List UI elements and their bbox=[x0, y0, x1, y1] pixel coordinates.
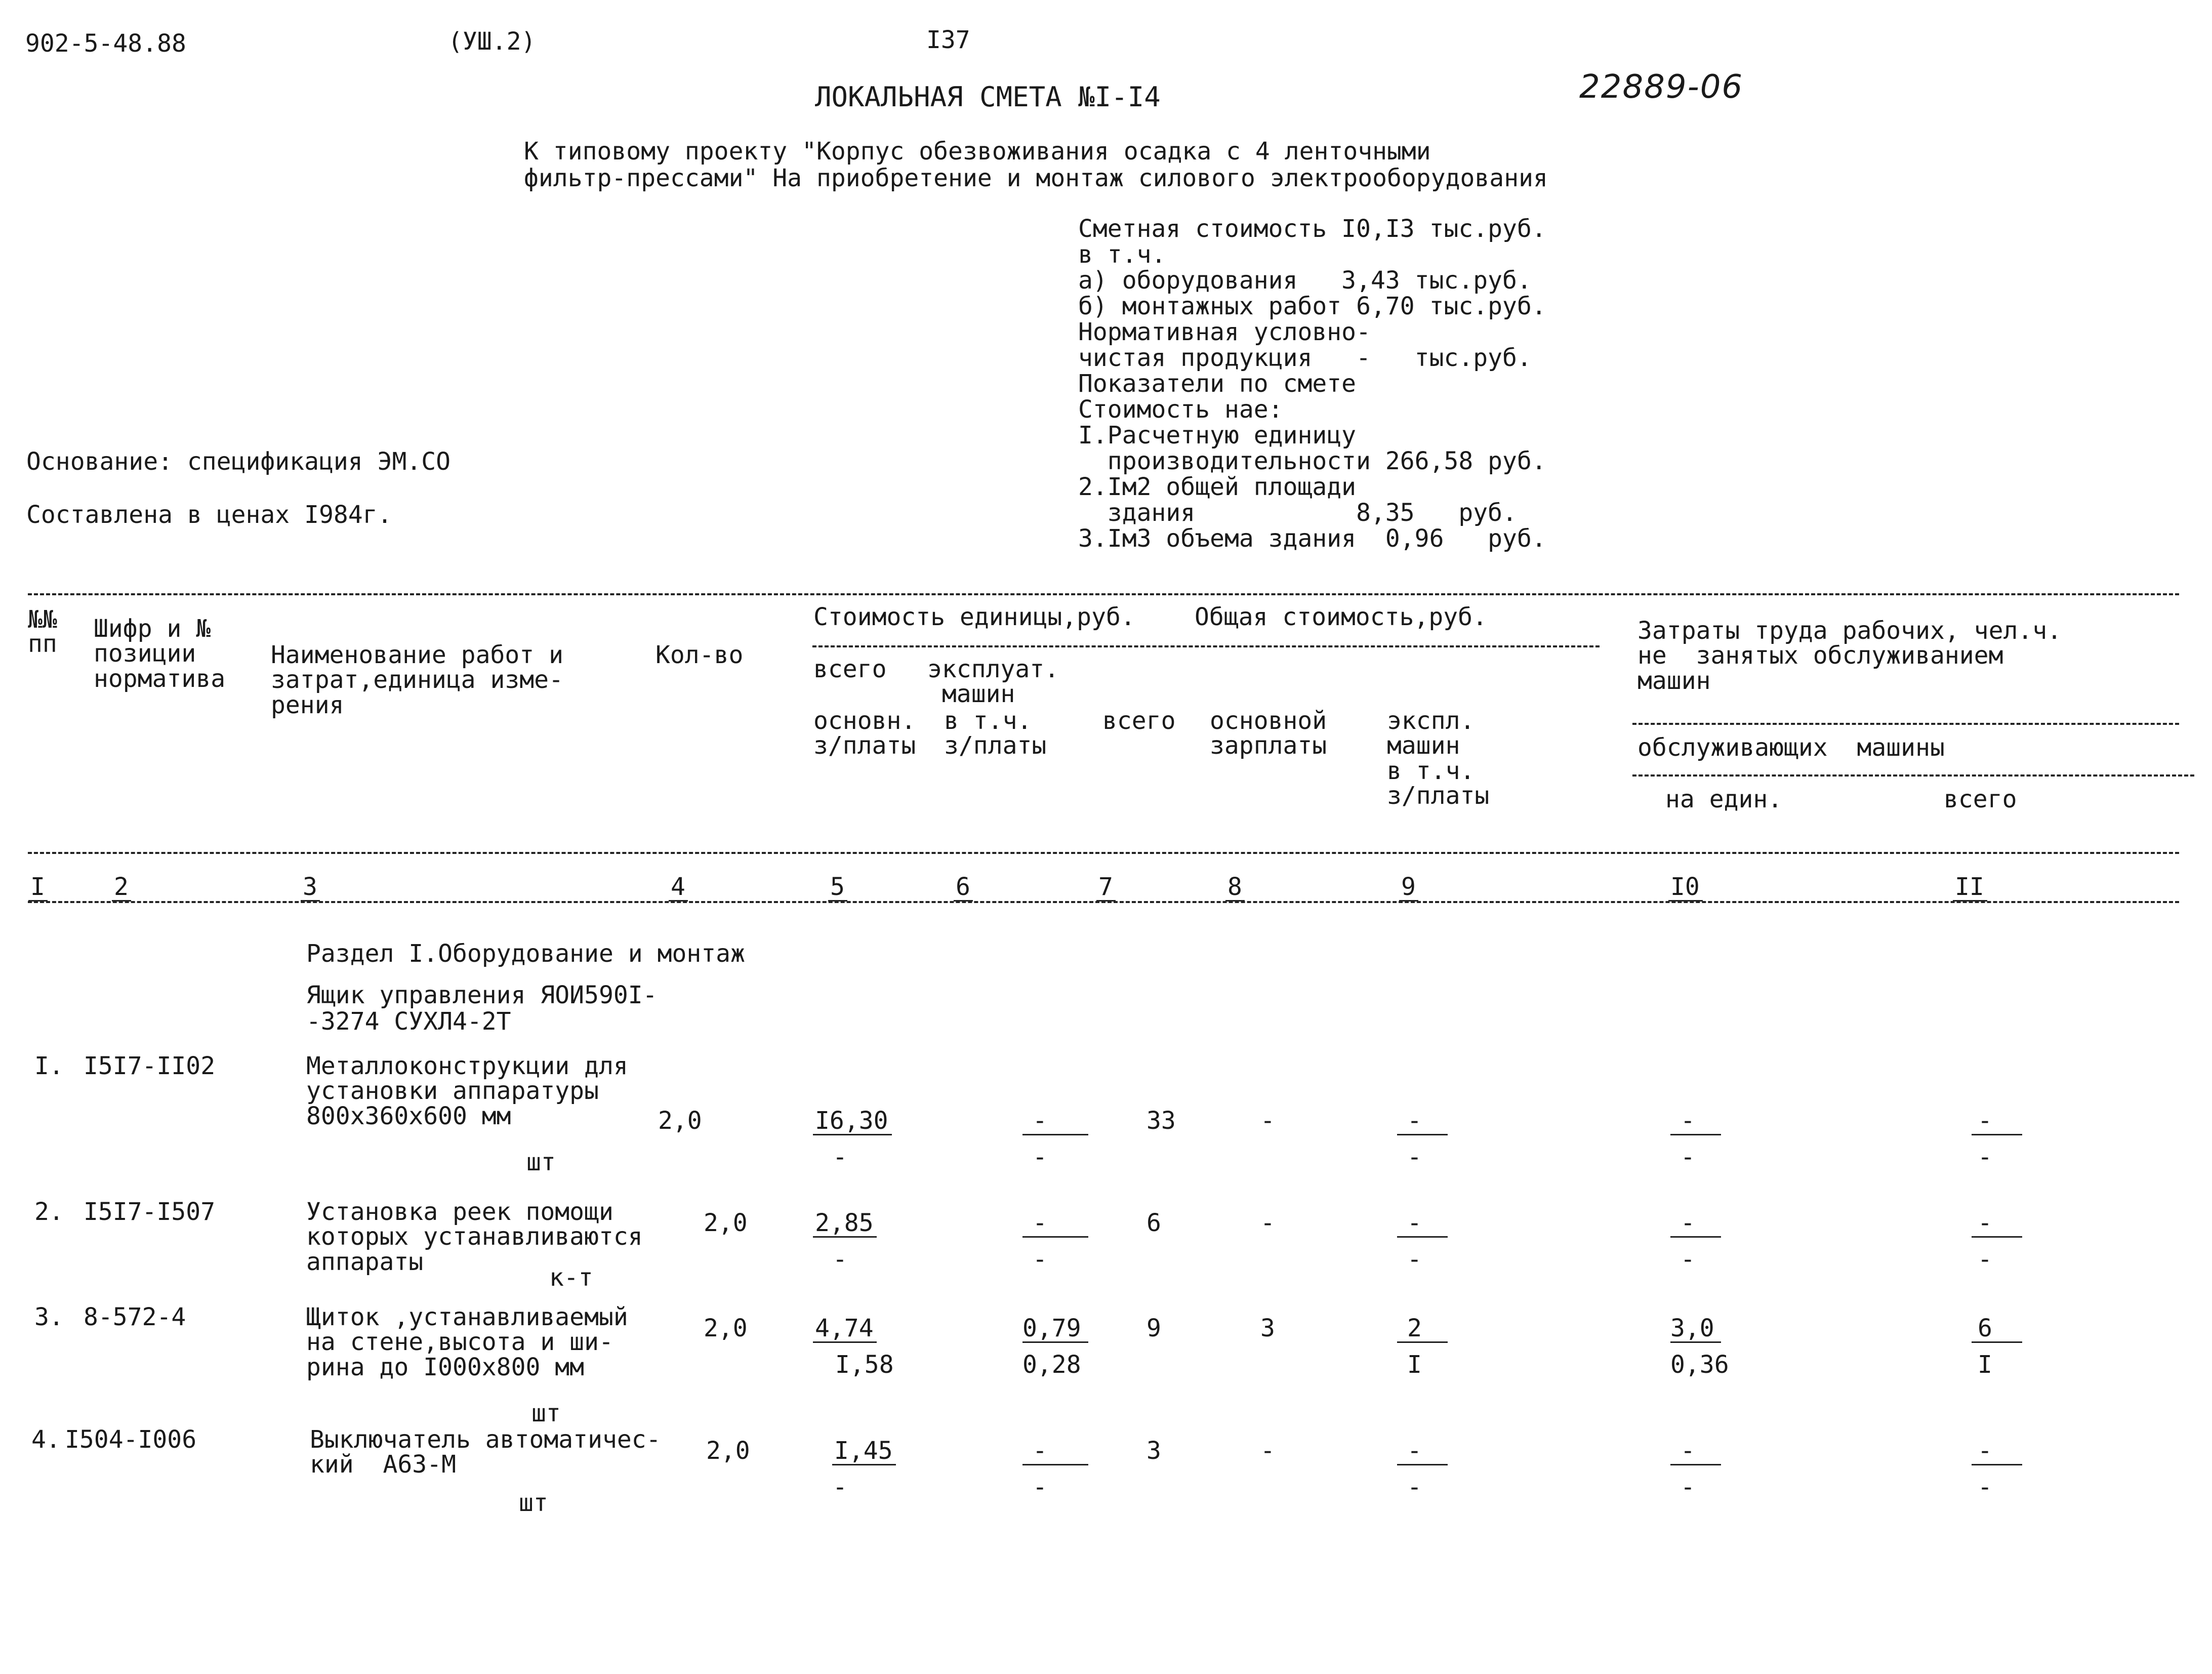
summary-line: Стоимость нае: bbox=[1078, 395, 1283, 424]
handwritten-number: 22889-06 bbox=[1579, 68, 1744, 106]
row-unit-cost-wages: - bbox=[833, 1143, 847, 1171]
row-total-machines: - bbox=[1407, 1107, 1422, 1135]
row-total-machines-wages: - bbox=[1407, 1245, 1422, 1274]
column-number-underline bbox=[1096, 900, 1116, 902]
column-number: 8 bbox=[1227, 873, 1242, 901]
fraction-bar bbox=[1022, 1134, 1088, 1135]
column-number: I0 bbox=[1670, 873, 1700, 901]
page-number: I37 bbox=[926, 26, 970, 54]
row-labor-total: - bbox=[1978, 1437, 1992, 1465]
fraction-bar bbox=[1670, 1236, 1721, 1238]
row-quantity: 2,0 bbox=[706, 1437, 750, 1465]
row-unit: шт bbox=[519, 1489, 548, 1517]
summary-line: в т.ч. bbox=[1078, 240, 1166, 269]
fraction-bar bbox=[1670, 1341, 1721, 1343]
row-unit-cost-machines-wages: - bbox=[1033, 1245, 1047, 1274]
row-unit-cost-total: I6,30 bbox=[815, 1107, 888, 1135]
row-labor-per-unit-machines: 0,36 bbox=[1670, 1351, 1729, 1379]
header-col-name: Наименование работ и затрат,единица изме- рения bbox=[271, 641, 563, 719]
header-col-code: Шифр и № позиции норматива bbox=[94, 615, 226, 693]
table-top-rule bbox=[28, 593, 2179, 595]
column-number: 3 bbox=[303, 873, 317, 901]
row-code: 8-572-4 bbox=[84, 1303, 186, 1331]
column-number: 4 bbox=[671, 873, 685, 901]
row-unit-cost-machines: - bbox=[1033, 1209, 1047, 1237]
header-c6-bottom: в т.ч. з/платы bbox=[944, 707, 1047, 760]
row-labor-per-unit-machines: - bbox=[1681, 1143, 1695, 1171]
row-unit-cost-total: 2,85 bbox=[815, 1209, 874, 1237]
row-unit-cost-wages: - bbox=[833, 1245, 847, 1274]
header-labor-sub: обслуживающих машины bbox=[1637, 733, 1945, 762]
row-total-machines-wages: I bbox=[1407, 1351, 1422, 1379]
header-unit-cost: Стоимость единицы,руб. bbox=[813, 603, 1135, 631]
row-number: 4. bbox=[31, 1425, 61, 1454]
column-number-underline bbox=[28, 900, 48, 902]
row-code: I5I7-I507 bbox=[84, 1198, 216, 1226]
column-number-underline bbox=[669, 900, 688, 902]
fraction-bar bbox=[1022, 1464, 1088, 1465]
row-labor-total: 6 bbox=[1978, 1314, 1992, 1342]
fraction-bar bbox=[1972, 1236, 2022, 1238]
row-number: 2. bbox=[34, 1198, 64, 1226]
row-unit: шт bbox=[531, 1399, 561, 1427]
header-col-number: №№ пп bbox=[28, 605, 57, 658]
row-unit-cost-machines-wages: - bbox=[1033, 1143, 1047, 1171]
row-total-cost: 33 bbox=[1146, 1107, 1176, 1135]
column-number: I bbox=[30, 873, 45, 901]
row-total-cost: 3 bbox=[1146, 1437, 1161, 1465]
fraction-bar bbox=[813, 1236, 877, 1238]
row-quantity: 2,0 bbox=[704, 1314, 748, 1342]
row-total-wages: - bbox=[1260, 1107, 1275, 1135]
fraction-bar bbox=[1022, 1341, 1088, 1343]
fraction-bar bbox=[1972, 1464, 2022, 1465]
column-number: 6 bbox=[956, 873, 970, 901]
header-c8: основной зарплаты bbox=[1210, 707, 1327, 760]
column-number: 2 bbox=[114, 873, 129, 901]
labor-sub-rule bbox=[1632, 774, 2194, 777]
row-unit-cost-machines: - bbox=[1033, 1437, 1047, 1465]
fraction-bar bbox=[1397, 1464, 1448, 1465]
column-number-underline bbox=[112, 900, 131, 902]
row-total-machines-wages: - bbox=[1407, 1473, 1422, 1501]
row-code: I504-I006 bbox=[65, 1425, 197, 1454]
fraction-bar bbox=[832, 1464, 896, 1465]
row-labor-total: - bbox=[1978, 1209, 1992, 1237]
fraction-bar bbox=[1022, 1236, 1088, 1238]
column-number: 9 bbox=[1401, 873, 1416, 901]
row-code: I5I7-II02 bbox=[84, 1052, 216, 1080]
header-labor: Затраты труда рабочих, чел.ч. не занятых обслуживанием машин bbox=[1637, 617, 2062, 695]
fraction-bar bbox=[1397, 1134, 1448, 1135]
header-c5-bottom: основн. з/платы bbox=[813, 707, 916, 760]
document-code: 902-5-48.88 bbox=[25, 29, 186, 58]
row-total-wages: - bbox=[1260, 1437, 1275, 1465]
column-number-underline bbox=[828, 900, 847, 902]
row-unit-cost-total: I,45 bbox=[834, 1437, 893, 1465]
row-unit-cost-machines: 0,79 bbox=[1022, 1314, 1081, 1342]
row-name: Установка реек помощи которых устанавливаются аппараты bbox=[306, 1198, 643, 1276]
column-number: 7 bbox=[1098, 873, 1113, 901]
section-title: Раздел I.Оборудование и монтаж bbox=[306, 940, 745, 968]
column-number-underline bbox=[1225, 900, 1245, 902]
row-unit: шт bbox=[526, 1148, 556, 1176]
row-labor-total-machines: - bbox=[1978, 1473, 1992, 1501]
row-total-machines-wages: - bbox=[1407, 1143, 1422, 1171]
basis-foundation: Основание: спецификация ЭМ.СО bbox=[26, 447, 451, 476]
subtitle-line-1: К типовому проекту "Корпус обезвоживания осадка с 4 ленточными bbox=[524, 137, 1431, 166]
row-unit-cost-machines-wages: 0,28 bbox=[1022, 1351, 1081, 1379]
row-labor-per-unit-machines: - bbox=[1681, 1473, 1695, 1501]
summary-line: чистая продукция - тыс.руб. bbox=[1078, 344, 1532, 372]
row-name: Выключатель автоматичес- кий А63-М bbox=[310, 1425, 661, 1479]
summary-line: Сметная стоимость I0,I3 тыс.руб. bbox=[1078, 215, 1546, 243]
labor-header-rule bbox=[1632, 723, 2179, 725]
row-name: Металлоконструкции для установки аппаратуры 800х360х600 мм bbox=[306, 1052, 628, 1130]
row-labor-total-machines: - bbox=[1978, 1143, 1992, 1171]
group-title-line-2: -3274 СУХЛ4-2Т bbox=[306, 1007, 511, 1036]
summary-line: Показатели по смете bbox=[1078, 370, 1357, 398]
fraction-bar bbox=[1972, 1134, 2022, 1135]
header-c5-top: всего bbox=[813, 655, 887, 683]
row-total-cost: 9 bbox=[1146, 1314, 1161, 1342]
row-unit-cost-wages: - bbox=[833, 1473, 847, 1501]
row-labor-per-unit: - bbox=[1681, 1209, 1695, 1237]
column-number: II bbox=[1955, 873, 1984, 901]
row-number: 3. bbox=[34, 1303, 64, 1331]
fraction-bar bbox=[1397, 1341, 1448, 1343]
row-labor-per-unit: - bbox=[1681, 1437, 1695, 1465]
row-unit: к-т bbox=[549, 1263, 593, 1292]
row-total-machines: - bbox=[1407, 1209, 1422, 1237]
summary-line: 2.Iм2 общей площади bbox=[1078, 473, 1357, 501]
header-c6-top: эксплуат. машин bbox=[927, 655, 1059, 709]
row-quantity: 2,0 bbox=[704, 1209, 748, 1237]
row-labor-per-unit-machines: - bbox=[1681, 1245, 1695, 1274]
row-labor-total-machines: I bbox=[1978, 1351, 1992, 1379]
row-number: I. bbox=[34, 1052, 64, 1080]
subtitle-line-2: фильтр-прессами" На приобретение и монтаж силового электрооборудования bbox=[524, 164, 1548, 192]
fraction-bar bbox=[1397, 1236, 1448, 1238]
basis-prices: Составлена в ценах I984г. bbox=[26, 501, 392, 529]
row-total-wages: 3 bbox=[1260, 1314, 1275, 1342]
volume-label: (УШ.2) bbox=[448, 27, 536, 56]
row-total-machines: - bbox=[1407, 1437, 1422, 1465]
header-total-cost: Общая стоимость,руб. bbox=[1195, 603, 1487, 631]
group-title-line-1: Ящик управления ЯОИ590I- bbox=[306, 981, 658, 1009]
row-unit-cost-total: 4,74 bbox=[815, 1314, 874, 1342]
row-quantity: 2,0 bbox=[658, 1107, 702, 1135]
summary-line: а) оборудования 3,43 тыс.руб. bbox=[1078, 266, 1532, 295]
summary-line: здания 8,35 руб. bbox=[1078, 499, 1517, 527]
row-unit-cost-machines-wages: - bbox=[1033, 1473, 1047, 1501]
cost-header-rule bbox=[812, 645, 1600, 647]
header-c9: экспл. машин в т.ч. з/платы bbox=[1387, 707, 1490, 810]
column-number-underline bbox=[1953, 900, 1987, 902]
header-col-qty: Кол-во bbox=[656, 641, 744, 669]
fraction-bar bbox=[1670, 1134, 1721, 1135]
row-total-cost: 6 bbox=[1146, 1209, 1161, 1237]
row-name: Щиток ,устанавливаемый на стене,высота и ши- рина до I000х800 мм bbox=[306, 1303, 628, 1381]
header-c11: всего bbox=[1944, 785, 2017, 813]
row-unit-cost-wages: I,58 bbox=[835, 1351, 894, 1379]
header-c10: на един. bbox=[1665, 785, 1783, 813]
row-total-machines: 2 bbox=[1407, 1314, 1422, 1342]
row-total-wages: - bbox=[1260, 1209, 1275, 1237]
summary-line: производительности 266,58 руб. bbox=[1078, 447, 1546, 475]
column-number: 5 bbox=[830, 873, 845, 901]
column-number-underline bbox=[1668, 900, 1703, 902]
fraction-bar bbox=[1670, 1464, 1721, 1465]
fraction-bar bbox=[1972, 1341, 2022, 1343]
header-bottom-rule bbox=[28, 852, 2179, 854]
column-number-underline bbox=[1399, 900, 1418, 902]
row-labor-per-unit: - bbox=[1681, 1107, 1695, 1135]
row-labor-total-machines: - bbox=[1978, 1245, 1992, 1274]
fraction-bar bbox=[813, 1341, 877, 1343]
summary-line: 3.Iм3 объема здания 0,96 руб. bbox=[1078, 524, 1546, 553]
summary-line: Нормативная условно- bbox=[1078, 318, 1371, 346]
row-labor-total: - bbox=[1978, 1107, 1992, 1135]
header-c7: всего bbox=[1102, 707, 1176, 735]
summary-line: б) монтажных работ 6,70 тыс.руб. bbox=[1078, 292, 1546, 320]
row-unit-cost-machines: - bbox=[1033, 1107, 1047, 1135]
summary-line: I.Расчетную единицу bbox=[1078, 421, 1357, 450]
column-number-underline bbox=[954, 900, 973, 902]
document-title: ЛОКАЛЬНАЯ СМЕТА №I-I4 bbox=[815, 81, 1161, 113]
column-number-underline bbox=[301, 900, 320, 902]
fraction-bar bbox=[813, 1134, 892, 1135]
row-labor-per-unit: 3,0 bbox=[1670, 1314, 1714, 1342]
